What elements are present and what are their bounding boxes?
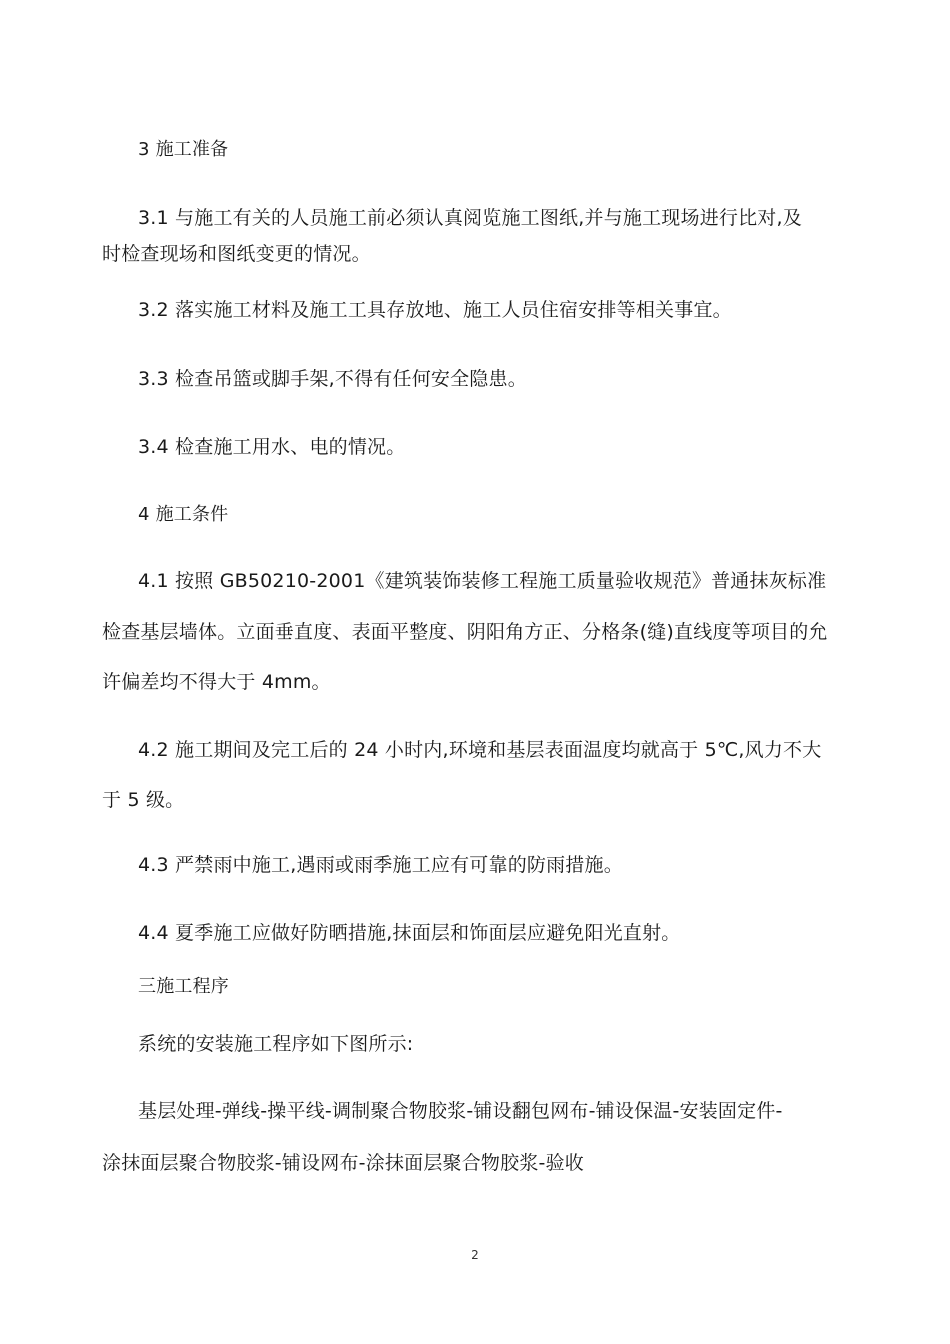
paragraph-3-4: 3.4 检查施工用水、电的情况。	[138, 436, 406, 458]
paragraph-4-1-line-1: 4.1 按照 GB50210-2001《建筑装饰装修工程施工质量验收规范》普通抹灰标准	[138, 570, 827, 592]
paragraph-4-1-line-2: 检查基层墙体。立面垂直度、表面平整度、阴阳角方正、分格条(缝)直线度等项目的允	[102, 621, 828, 643]
paragraph-4-3: 4.3 严禁雨中施工,遇雨或雨季施工应有可靠的防雨措施。	[138, 854, 623, 876]
paragraph-3-1-line-1: 3.1 与施工有关的人员施工前必须认真阅览施工图纸,并与施工现场进行比对,及	[138, 207, 802, 229]
paragraph-3-1-line-2: 时检查现场和图纸变更的情况。	[102, 243, 371, 265]
paragraph-3-2: 3.2 落实施工材料及施工工具存放地、施工人员住宿安排等相关事宜。	[138, 299, 732, 321]
paragraph-4-2-line-2: 于 5 级。	[102, 789, 185, 811]
section-heading-three: 三施工程序	[138, 976, 229, 997]
procedure-line-2: 涂抹面层聚合物胶浆-铺设网布-涂抹面层聚合物胶浆-验收	[102, 1152, 584, 1174]
paragraph-4-4: 4.4 夏季施工应做好防晒措施,抹面层和饰面层应避免阳光直射。	[138, 922, 681, 944]
paragraph-3-3: 3.3 检查吊篮或脚手架,不得有任何安全隐患。	[138, 368, 527, 390]
paragraph-4-1-line-3: 许偏差均不得大于 4mm。	[102, 671, 331, 693]
section-heading-3: 3 施工准备	[138, 139, 229, 160]
procedure-line-1: 基层处理-弹线-操平线-调制聚合物胶浆-铺设翻包网布-铺设保温-安装固定件-	[138, 1100, 783, 1122]
paragraph-4-2-line-1: 4.2 施工期间及完工后的 24 小时内,环境和基层表面温度均就高于 5℃,风力不大	[138, 739, 822, 761]
section-heading-4: 4 施工条件	[138, 504, 229, 525]
page-number: 2	[471, 1248, 479, 1262]
paragraph-procedure-intro: 系统的安装施工程序如下图所示:	[138, 1033, 414, 1055]
